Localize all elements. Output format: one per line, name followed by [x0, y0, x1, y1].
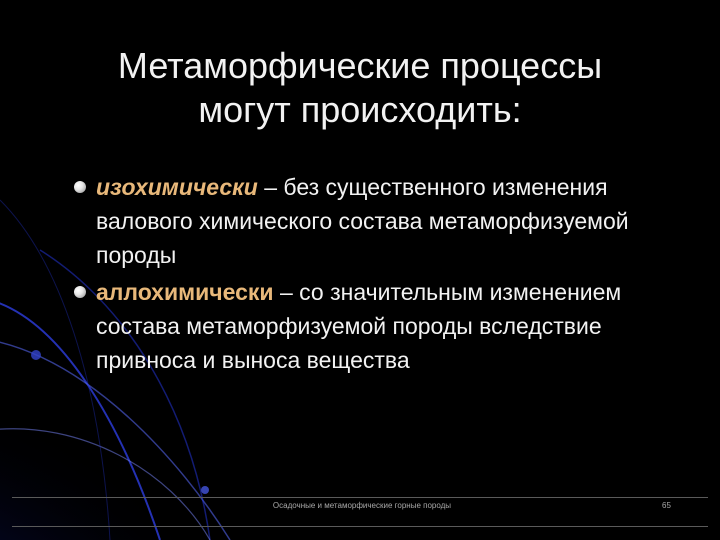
- footer-divider-bottom: [12, 526, 708, 527]
- bullet-item-isochemical: [72, 170, 692, 272]
- term-isochemical: изохимически: [96, 174, 258, 200]
- bullet-dash: –: [273, 279, 300, 305]
- bullet-item-allochemical: [72, 275, 692, 377]
- footer-divider-top: [12, 497, 708, 498]
- bullet-text-isochemical: без существенного изменения валового химического состава метаморфизуемой породы: [96, 174, 629, 268]
- term-allochemical: аллохимически: [96, 279, 274, 305]
- bullet-text-allochemical: со значительным изменением состава метаморфизуемой породы вследствие привноса и выноса вещества: [96, 279, 622, 373]
- slide-title: [40, 44, 680, 132]
- bullet-dash: –: [257, 174, 284, 200]
- bullet-list: [72, 170, 692, 380]
- footer-text: Осадочные и метаморфические горные породы: [272, 501, 452, 510]
- title-line-1: Метаморфические процессы: [117, 45, 603, 86]
- page-number: 65: [662, 501, 671, 510]
- title-line-2: могут происходить:: [198, 89, 522, 130]
- bullet-dot-icon: [74, 286, 86, 298]
- bullet-dot-icon: [74, 181, 86, 193]
